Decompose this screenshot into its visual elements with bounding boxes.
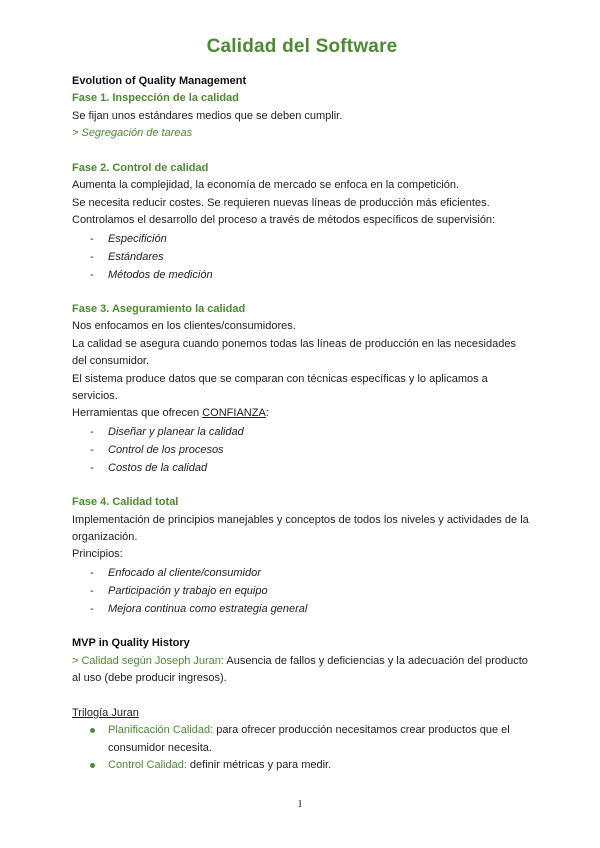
spacer — [72, 618, 532, 635]
dash-marker: - — [90, 268, 94, 281]
fase1-note: > Segregación de tareas — [72, 127, 193, 140]
fase2-heading: Fase 2. Control de calidad — [72, 162, 209, 175]
dash-marker: - — [90, 425, 94, 438]
dash-marker: - — [90, 566, 94, 579]
tools-prefix: Herramientas que ofrecen — [72, 407, 203, 420]
fase4-principles-label: Principios: — [72, 548, 123, 561]
spacer — [72, 143, 532, 160]
list-item-text: Control de los procesos — [108, 443, 224, 456]
list-item-text: Métodos de medición — [108, 268, 213, 281]
juran-label: > Calidad según Joseph Juran: — [72, 654, 224, 667]
page-number: 1 — [297, 798, 303, 810]
fase3-line: La calidad se asegura cuando ponemos todas las líneas de producción en las necesidades del consumidor. — [72, 337, 516, 368]
list-item — [72, 441, 532, 459]
juran-definition — [72, 653, 532, 688]
bullet-text: definir métricas y para medir. — [186, 759, 332, 772]
list-item — [72, 600, 532, 618]
document-page — [72, 36, 532, 775]
page-title: Calidad del Software — [206, 36, 398, 57]
tools-word: CONFIANZA — [202, 407, 266, 420]
list-item — [72, 423, 532, 441]
fase3-line: Nos enfocamos en los clientes/consumidores. — [72, 320, 296, 333]
list-item — [72, 757, 532, 774]
dash-marker: - — [90, 602, 94, 615]
dash-marker: - — [90, 443, 94, 456]
fase2-line: Aumenta la complejidad, la economía de mercado se enfoca en la competición. — [72, 179, 460, 192]
bullet-label: Control Calidad: — [108, 759, 187, 772]
fase4-heading: Fase 4. Calidad total — [72, 496, 179, 509]
spacer — [72, 477, 532, 494]
fase2-line: Controlamos el desarrollo del proceso a través de métodos específicos de supervisión: — [72, 214, 496, 227]
list-item — [72, 266, 532, 284]
dash-marker: - — [90, 232, 94, 245]
trilogia-heading: Trilogía Juran — [72, 706, 139, 719]
fase3-tools-line — [72, 405, 532, 422]
list-item-text: Diseñar y planear la calidad — [108, 425, 244, 438]
tools-suffix: : — [265, 407, 269, 420]
spacer — [72, 688, 532, 705]
fase1-text: Se fijan unos estándares medios que se deben cumplir. — [72, 109, 343, 122]
bullet-icon — [90, 763, 95, 768]
fase1-heading: Fase 1. Inspección de la calidad — [72, 92, 239, 105]
list-item-text: Mejora continua como estrategia general — [108, 602, 308, 615]
list-item-text: Participación y trabajo en equipo — [108, 584, 268, 597]
bullet-label: Planificación Calidad: — [108, 724, 214, 737]
dash-marker: - — [90, 250, 94, 263]
list-item-text: Especifición — [108, 232, 167, 245]
fase3-line: El sistema produce datos que se comparan con técnicas específicas y lo aplicamos a servicios. — [72, 372, 488, 403]
list-item-text: Costos de la calidad — [108, 461, 208, 474]
juran-text: Ausencia de fallos y deficiencias y la adecuación del producto al uso (debe producir ingresos). — [72, 654, 528, 685]
bullet-icon — [90, 728, 95, 733]
bullet-text: para ofrecer producción necesitamos crear productos que el consumidor necesita. — [108, 724, 510, 754]
dash-marker: - — [90, 584, 94, 597]
list-item-text: Estándares — [108, 250, 164, 263]
list-item — [72, 582, 532, 600]
spacer — [72, 284, 532, 301]
fase4-text: Implementación de principios manejables y conceptos de todos los niveles y actividades de la organización. — [72, 513, 529, 544]
dash-marker: - — [90, 461, 94, 474]
list-item — [72, 230, 532, 248]
list-item — [72, 248, 532, 266]
evolution-heading: Evolution of Quality Management — [72, 75, 247, 87]
fase2-line: Se necesita reducir costes. Se requieren nuevas líneas de producción más eficientes. — [72, 196, 490, 209]
list-item — [72, 722, 532, 757]
list-item-text: Enfocado al cliente/consumidor — [108, 566, 261, 579]
fase3-heading: Fase 3. Aseguramiento la calidad — [72, 303, 246, 316]
list-item — [72, 564, 532, 582]
mvp-heading: MVP in Quality History — [72, 637, 190, 650]
list-item — [72, 459, 532, 477]
